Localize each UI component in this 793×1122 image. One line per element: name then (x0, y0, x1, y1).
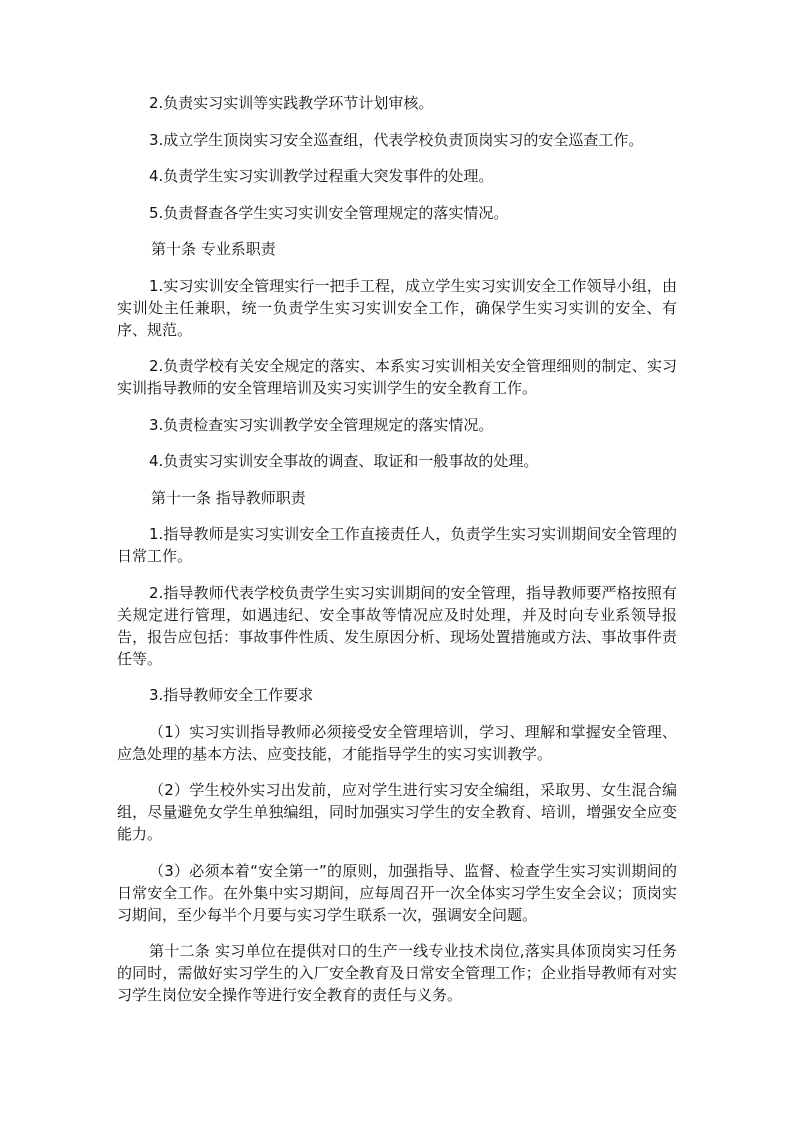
paragraph: 3.负责检查实习实训教学安全管理规定的落实情况。 (149, 415, 494, 434)
paragraph: 1.指导教师是实习实训安全工作直接责任人，负责学生实习实训期间安全管理的日常工作。 (117, 525, 677, 565)
paragraph: （1）实习实训指导教师必须接受安全管理培训，学习、理解和掌握安全管理、应急处理的基本方法、应变技能，才能指导学生的实习实训教学。 (117, 722, 677, 763)
paragraph: 2.指导教师代表学校负责学生实习实训期间的安全管理，指导教师要严格按照有关规定进行管理，如遇违纪、安全事故等情况应及时处理，并及时向专业系领导报告，报告应包括：事故事件性质、发生原因分析、现场处置措施或方法、事故事件责任等。 (117, 583, 677, 668)
paragraph: （2）学生校外实习出发前，应对学生进行实习安全编组，采取男、女生混合编组，尽量避免女学生单独编组，同时加强实习学生的安全教育、培训，增强安全应变能力。 (117, 781, 677, 843)
paragraph: 3.成立学生顶岗实习安全巡查组，代表学校负责顶岗实习的安全巡查工作。 (149, 130, 644, 149)
paragraph: 2.负责学校有关安全规定的落实、本系实习实训相关安全管理细则的制定、实习实训指导教师的安全管理培训及实习实训学生的安全教育工作。 (117, 357, 677, 397)
paragraph: 5.负责督查各学生实习实训安全管理规定的落实情况。 (149, 203, 509, 222)
paragraph: 2.负责实习实训等实践教学环节计划审核。 (149, 94, 434, 112)
paragraph: （3）必须本着“安全第一”的原则，加强指导、监督、检查学生实习实训期间的日常安全工作。在外集中实习期间，应每周召开一次全体实习学生安全会议；顶岗实习期间，至少每半个月要与实习学生联系一次，强调安全问题。 (117, 861, 677, 924)
paragraph: 4.负责学生实习实训教学过程重大突发事件的处理。 (149, 167, 494, 185)
section-heading: 第十条 专业系职责 (151, 240, 276, 258)
document-body (117, 92, 677, 1021)
paragraph: 4.负责实习实训安全事故的调查、取证和一般事故的处理。 (149, 452, 539, 470)
paragraph: 第十二条 实习单位在提供对口的生产一线专业技术岗位,落实具体顶岗实习任务的同时，需做好实习学生的入厂安全教育及日常安全管理工作；企业指导教师有对实习学生岗位安全操作等进行安全教育的责任与义务。 (117, 942, 677, 1004)
paragraph: 1.实习实训安全管理实行一把手工程，成立学生实习实训安全工作领导小组，由实训处主任兼职，统一负责学生实习实训安全工作，确保学生实习实训的安全、有序、规范。 (117, 276, 677, 339)
section-heading: 第十一条 指导教师职责 (151, 488, 306, 507)
paragraph: 3.指导教师安全工作要求 (149, 686, 314, 704)
